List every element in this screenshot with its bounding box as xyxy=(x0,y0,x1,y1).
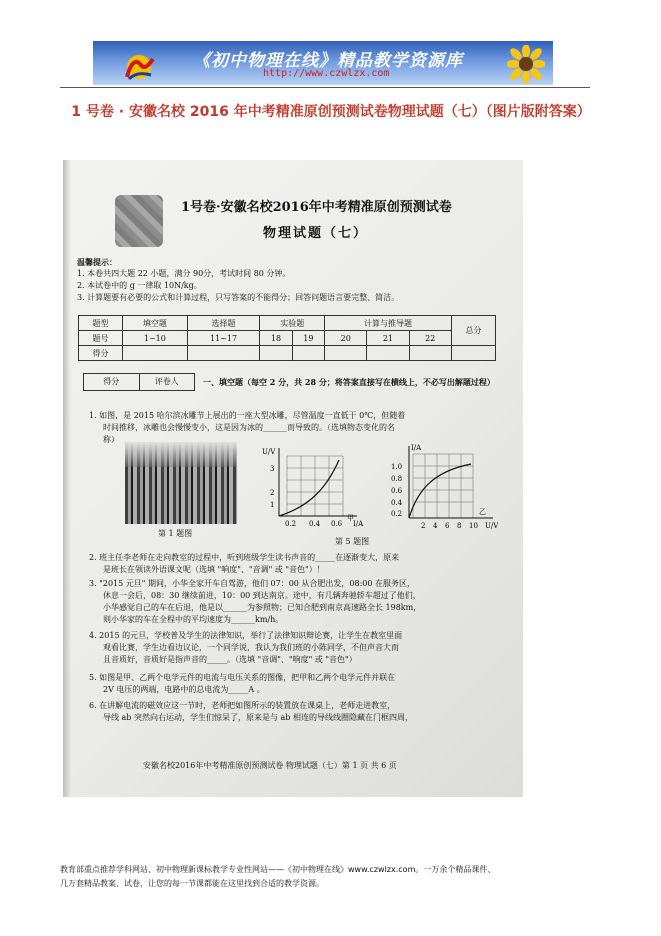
table-cell: 1~10 xyxy=(123,331,188,346)
tick-label: 0.4 xyxy=(391,499,403,507)
question-line: 小华感觉自己的车在后退，他是以______为参照物；已知合肥到南京高速路全长 198km， xyxy=(103,603,422,612)
exam-heading: 1号卷·安徽名校2016年中考精准原创预测试卷 xyxy=(181,200,452,215)
score-table xyxy=(78,315,496,361)
blurred-avatar xyxy=(115,195,163,247)
table-cell: 总分 xyxy=(451,316,495,346)
tick-label: 1 xyxy=(270,501,275,509)
graph-label: 乙 xyxy=(479,508,486,516)
table-cell: 19 xyxy=(292,331,324,346)
figure-caption: 第 5 题图 xyxy=(335,537,370,546)
banner-title: 《初中物理在线》精品教学资源库 xyxy=(193,51,463,71)
axis-label: U/V xyxy=(262,448,276,456)
table-cell: 填空题 xyxy=(123,316,188,331)
question-line: 时间推移，冰雕也会慢慢变小，这是因为冰的______而导致的。（选填物态变化的名 xyxy=(103,423,395,432)
tick-label: 10 xyxy=(469,522,478,530)
tick-label: 6 xyxy=(445,522,450,530)
graph-jia xyxy=(259,446,369,532)
question-line: 6. 在讲解电流的磁效应这一节时，老师把如图所示的装置放在课桌上，老师走进教室， xyxy=(89,701,396,710)
exam-subheading: 物理试题（七） xyxy=(263,226,369,241)
question-line: 4. 2015 的元旦，学校普及学生的法律知识，举行了法律知识辩论赛，让学生在教室里面 xyxy=(89,631,403,640)
grader-box xyxy=(83,373,195,391)
question-line: 2. 班主任李老师在走向教室的过程中，听到班级学生读书声音的_____在逐渐变大，原来 xyxy=(89,553,400,562)
tip-line: 3. 计算题要有必要的公式和计算过程，只写答案的不能得分；回答问题语言要完整、简洁。 xyxy=(77,293,400,302)
tick-label: 1.0 xyxy=(391,463,403,471)
tick-label: 8 xyxy=(457,522,462,530)
tick-label: 4 xyxy=(433,522,438,530)
axis-label: U/V xyxy=(485,522,499,530)
question-line: 且音质好，音质好是指声音的_____。（选填 "音调"、"响度" 或 "音色"） xyxy=(103,655,357,664)
table-cell: 22 xyxy=(409,331,451,346)
table-cell: 得分 xyxy=(79,346,123,361)
site-footer xyxy=(60,863,600,891)
site-logo-icon xyxy=(123,51,155,81)
table-cell: 选择题 xyxy=(187,316,260,331)
graph-label: 甲 xyxy=(347,514,354,522)
table-cell: 题号 xyxy=(79,331,123,346)
question-line: 观看比赛，学生边看边议论，一个同学说，我认为我们班的小陈同学，不但声音大而 xyxy=(103,643,399,652)
question-line: 休息一会后，08：30 继续前进，10：00 到达南京。途中，有几辆奔驰轿车超过了他们， xyxy=(103,591,421,600)
tick-label: 2 xyxy=(421,522,426,530)
ice-sculpture-photo xyxy=(125,442,237,524)
question-line: 1. 如图，是 2015 哈尔滨冰雕节上展出的一座大型冰雕，尽管温度一直低于 0℃，但随着 xyxy=(89,411,406,420)
table-cell: 21 xyxy=(367,331,409,346)
tips-title: 温馨提示： xyxy=(77,257,117,267)
graph-yi xyxy=(381,442,505,532)
banner-url[interactable]: http://www.czwlzx.com xyxy=(263,68,390,79)
table-cell: 20 xyxy=(325,331,367,346)
tick-label: 0.6 xyxy=(391,487,403,495)
sunflower-icon xyxy=(507,45,545,83)
question-line: 称） xyxy=(103,435,119,444)
question-line: 5. 如图是甲、乙两个电学元件的电流与电压关系的图像，把甲和乙两个电学元件并联在 xyxy=(89,673,396,682)
tip-line: 2. 本试卷中的 g 一律取 10N/kg。 xyxy=(77,281,202,290)
tick-label: 3 xyxy=(270,465,275,473)
axis-label: I/A xyxy=(411,444,422,452)
question-line: 3. "2015 元旦" 期间，小华全家开车自驾游，他们 07：00 从合肥出发，08:00 在服务区， xyxy=(89,579,416,588)
tick-label: 0.6 xyxy=(331,520,343,528)
photo-shadow xyxy=(63,160,71,797)
tick-label: 0.8 xyxy=(391,475,403,483)
exam-paper-photo xyxy=(63,160,523,797)
header-banner xyxy=(93,41,553,85)
tick-label: 0.4 xyxy=(309,520,321,528)
table-cell: 计算与推导题 xyxy=(325,316,452,331)
question-line: 导线 ab 突然向右运动，学生们惊呆了，原来是与 ab 相连的导线线圈隐藏在门框四周， xyxy=(103,713,413,722)
table-cell: 实验题 xyxy=(260,316,325,331)
question-line: 2V 电压的两端，电路中的总电流为_____A 。 xyxy=(103,685,265,694)
axis-label: I/A xyxy=(353,520,364,528)
table-cell: 11~17 xyxy=(187,331,260,346)
table-cell: 18 xyxy=(260,331,292,346)
tip-line: 1. 本卷共四大题 22 小题，满分 90分，考试时间 80 分钟。 xyxy=(77,269,291,278)
section-heading: 一、填空题（每空 2 分，共 28 分；将答案直接写在横线上，不必写出解题过程） xyxy=(203,377,495,387)
figure-caption: 第 1 题图 xyxy=(158,529,193,538)
score-label: 得分 xyxy=(84,374,140,390)
table-cell: 题型 xyxy=(79,316,123,331)
question-line: 则小华家的车在全程中的平均速度为______km/h。 xyxy=(103,615,284,624)
grader-label: 评卷人 xyxy=(154,377,179,386)
question-line: 是班长在领读外语课文呢（选填 "响度"、"音调" 或 "音色"）！ xyxy=(103,565,325,574)
exam-page-footer: 安徽名校2016年中考精准原创预测试卷 物理试题（七）第 1 页 共 6 页 xyxy=(143,761,397,770)
tick-label: 2 xyxy=(270,489,275,497)
header-divider xyxy=(60,87,590,88)
tick-label: 0.2 xyxy=(285,520,297,528)
tick-label: 0.2 xyxy=(391,510,403,518)
page-title: 1 号卷 · 安徽名校 2016 年中考精准原创预测试卷物理试题（七）（图片版附答案） xyxy=(71,104,591,120)
footer-line: 几万套精品教案、试卷，让您的每一节课都能在这里找到合适的教学资源。 xyxy=(60,879,324,888)
footer-line: 教育部重点推荐学科网站、初中物理新课标教学专业性网站——《初中物理在线》www.czwlzx.com。一万余个精品课件、 xyxy=(60,865,496,874)
